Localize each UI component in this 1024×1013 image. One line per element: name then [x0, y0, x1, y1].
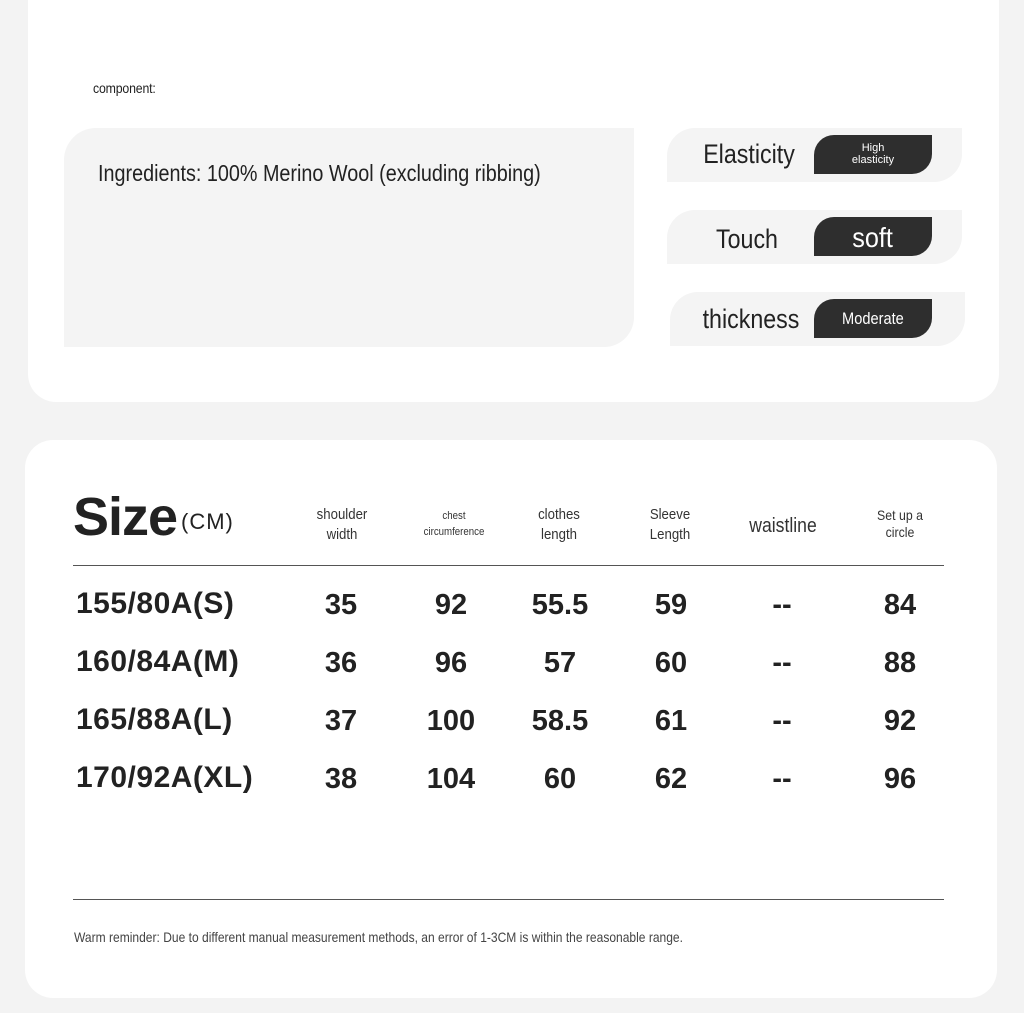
cell: 58.5 [531, 705, 589, 737]
cell: 84 [883, 589, 917, 621]
footer-divider [73, 899, 944, 900]
cell: 57 [543, 647, 577, 679]
row-size-label: 155/80A(S) [76, 587, 235, 620]
measurement-reminder: Warm reminder: Due to different manual measurement methods, an error of 1-3CM is within the reasonable range. [74, 929, 683, 945]
row-size-label: 160/84A(M) [76, 645, 240, 678]
header-shoulder-width: shoulder width [316, 506, 368, 543]
cell: 36 [324, 647, 358, 679]
cell: -- [772, 763, 792, 795]
cell: 35 [324, 589, 358, 621]
badge-value: soft [852, 222, 894, 253]
property-thickness-label: thickness [702, 304, 800, 334]
badge-line2: elasticity [851, 154, 895, 166]
header-waistline: waistline [749, 515, 817, 537]
cell: 62 [654, 763, 688, 795]
header-chest-circumference: chest circumference [423, 510, 485, 538]
header-divider [73, 565, 944, 566]
row-size-label: 170/92A(XL) [76, 761, 254, 794]
cell: -- [772, 589, 792, 621]
cell: 96 [883, 763, 917, 795]
row-size-label: 165/88A(L) [76, 703, 233, 736]
size-unit: (CM) [181, 509, 234, 534]
header-sleeve-length: Sleeve Length [649, 506, 691, 543]
cell: 88 [883, 647, 917, 679]
cell: 55.5 [531, 589, 589, 621]
ingredients-text: Ingredients: 100% Merino Wool (excluding ribbing) [98, 160, 541, 186]
cell: -- [772, 647, 792, 679]
cell: 100 [426, 705, 476, 737]
cell: 104 [426, 763, 476, 795]
cell: 60 [654, 647, 688, 679]
cell: 61 [654, 705, 688, 737]
badge-line1: High [861, 142, 885, 154]
component-label: component: [93, 80, 156, 96]
header-clothes-length: clothes length [538, 506, 580, 543]
property-elasticity-label: Elasticity [703, 139, 795, 169]
badge-value: Moderate [842, 309, 904, 328]
cell: 37 [324, 705, 358, 737]
cell: 96 [434, 647, 468, 679]
cell: 92 [883, 705, 917, 737]
cell: 59 [654, 589, 688, 621]
property-touch-label: Touch [716, 224, 778, 254]
cell: 38 [324, 763, 358, 795]
size-title: Size [73, 487, 178, 547]
property-thickness-badge [814, 299, 932, 338]
cell: -- [772, 705, 792, 737]
cell: 60 [543, 763, 577, 795]
property-elasticity-badge [814, 135, 932, 174]
header-set-up-circle: Set up a circle [877, 507, 923, 540]
cell: 92 [434, 589, 468, 621]
property-touch-badge [814, 217, 932, 256]
